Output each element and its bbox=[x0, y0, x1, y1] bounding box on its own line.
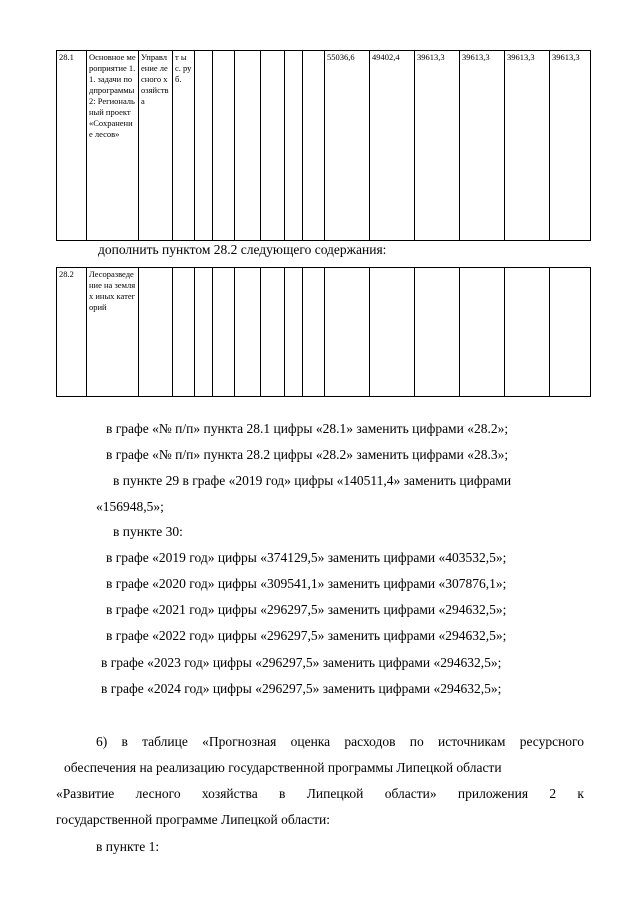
table-row-28-1 bbox=[56, 50, 591, 241]
executor-cell: Управление лесного хозяйства bbox=[139, 51, 173, 241]
empty-cell bbox=[325, 268, 370, 397]
empty-cell bbox=[235, 51, 261, 241]
paragraph-10: в графе «2024 год» цифры «296297,5» заменить цифрами «294632,5»; bbox=[101, 681, 502, 696]
activity-name-cell: Основное мероприятие 1.1. задачи подпрограммы 2: Региональный проект «Сохранение лесов» bbox=[87, 51, 139, 241]
empty-cell bbox=[235, 268, 261, 397]
value-cell: 39613,3 bbox=[460, 51, 505, 241]
paragraph-9: в графе «2023 год» цифры «296297,5» заменить цифрами «294632,5»; bbox=[101, 655, 502, 670]
empty-cell bbox=[460, 268, 505, 397]
value-cell: 49402,4 bbox=[370, 51, 415, 241]
empty-cell bbox=[505, 268, 550, 397]
row-number-cell: 28.2 bbox=[57, 268, 87, 397]
paragraph-4: в пункте 30: bbox=[113, 524, 183, 539]
empty-cell bbox=[370, 268, 415, 397]
paragraph-8: в графе «2022 год» цифры «296297,5» заменить цифрами «294632,5»; bbox=[106, 628, 507, 643]
paragraph-3: в пункте 29 в графе «2019 год» цифры «140511,4» заменить цифрами bbox=[113, 473, 512, 488]
paragraph-7: в графе «2021 год» цифры «296297,5» заменить цифрами «294632,5»; bbox=[106, 602, 507, 617]
empty-cell bbox=[285, 51, 303, 241]
empty-cell bbox=[303, 51, 325, 241]
value-cell: 39613,3 bbox=[415, 51, 460, 241]
table-row-28-2 bbox=[56, 267, 591, 397]
empty-cell bbox=[285, 268, 303, 397]
paragraph-1: в графе «№ п/п» пункта 28.1 цифры «28.1» заменить цифрами «28.2»; bbox=[106, 421, 509, 436]
paragraph-6: в графе «2020 год» цифры «309541,1» заменить цифрами «307876,1»; bbox=[106, 576, 507, 591]
empty-cell bbox=[173, 268, 195, 397]
empty-cell bbox=[195, 51, 213, 241]
empty-cell bbox=[415, 268, 460, 397]
row-number-cell: 28.1 bbox=[57, 51, 87, 241]
empty-cell bbox=[550, 268, 591, 397]
empty-cell bbox=[213, 268, 235, 397]
empty-cell bbox=[303, 268, 325, 397]
section-6-line-5: в пункте 1: bbox=[96, 839, 160, 854]
section-6-line-1: 6) в таблице «Прогнозная оценка расходов по источникам ресурсного bbox=[96, 734, 584, 749]
empty-cell bbox=[261, 268, 285, 397]
value-cell: 55036,6 bbox=[325, 51, 370, 241]
section-6-line-2: обеспечения на реализацию государственной программы Липецкой области bbox=[64, 760, 502, 775]
paragraph-5: в графе «2019 год» цифры «374129,5» заменить цифрами «403532,5»; bbox=[106, 550, 507, 565]
paragraph-2: в графе «№ п/п» пункта 28.2 цифры «28.2» заменить цифрами «28.3»; bbox=[106, 447, 509, 462]
empty-cell bbox=[195, 268, 213, 397]
section-6-line-4: государственной программе Липецкой области: bbox=[56, 812, 330, 827]
empty-cell bbox=[261, 51, 285, 241]
value-cell: 39613,3 bbox=[505, 51, 550, 241]
paragraph-3-continued: «156948,5»; bbox=[96, 499, 164, 514]
activity-name-cell: Лесоразведение на землях иных категорий bbox=[87, 268, 139, 397]
section-6-line-3: «Развитие лесного хозяйства в Липецкой области» приложения 2 к bbox=[56, 786, 584, 801]
empty-cell bbox=[139, 268, 173, 397]
unit-cell: т ы с. ру б. bbox=[173, 51, 195, 241]
insert-heading: дополнить пунктом 28.2 следующего содержания: bbox=[98, 242, 387, 257]
empty-cell bbox=[213, 51, 235, 241]
value-cell: 39613,3 bbox=[550, 51, 591, 241]
